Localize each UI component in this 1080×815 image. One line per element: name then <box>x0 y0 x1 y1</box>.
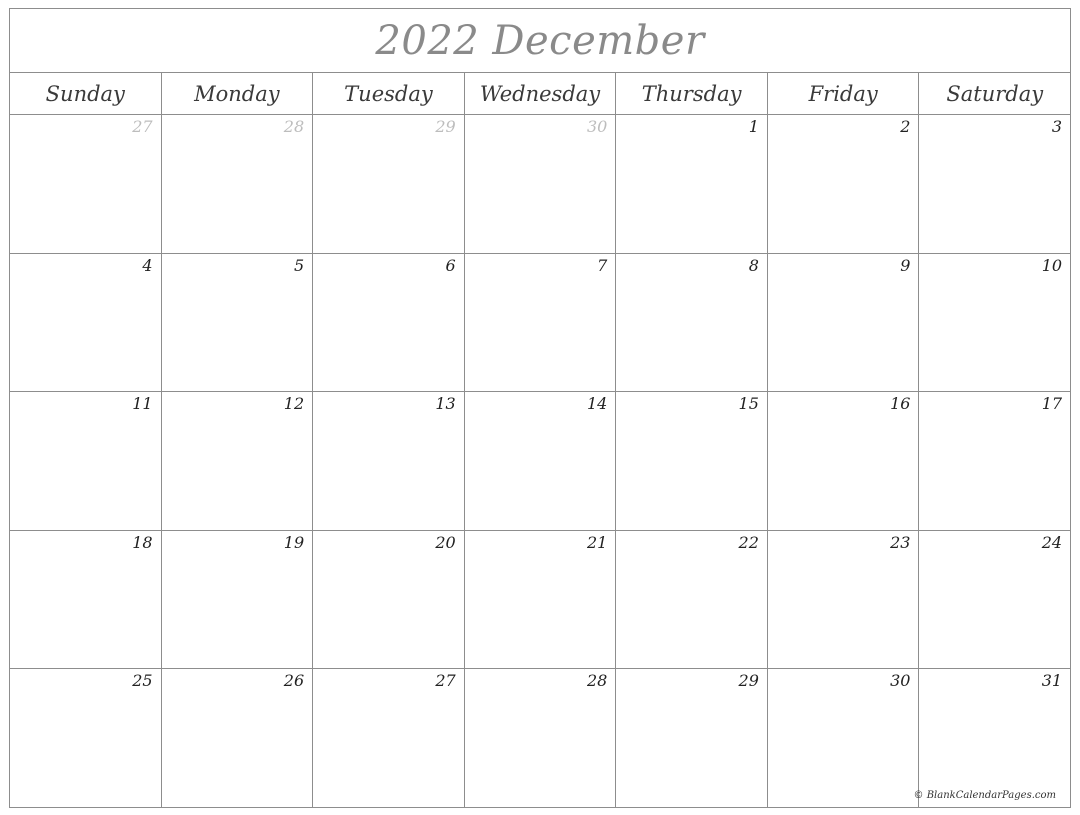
calendar-title-bar <box>10 9 1070 73</box>
weekday-header-friday: Friday <box>768 73 920 114</box>
day-cell[interactable] <box>162 531 314 669</box>
weekday-header-tuesday: Tuesday <box>313 73 465 114</box>
day-number: 10 <box>1041 255 1063 275</box>
weekday-header-row <box>10 73 1070 115</box>
day-number: 12 <box>283 394 305 414</box>
day-cell[interactable] <box>162 254 314 392</box>
day-number: 21 <box>586 532 608 552</box>
day-number: 24 <box>1041 532 1063 552</box>
day-number: 5 <box>293 255 305 275</box>
week-row <box>10 254 1070 393</box>
copyright-credit: © BlankCalendarPages.com <box>913 790 1056 801</box>
day-cell[interactable] <box>768 669 920 807</box>
day-number: 7 <box>597 255 608 275</box>
day-cell[interactable] <box>616 669 768 807</box>
day-cell[interactable] <box>465 115 617 253</box>
week-row <box>10 115 1070 254</box>
day-cell[interactable] <box>768 254 920 392</box>
day-number: 16 <box>890 394 911 414</box>
day-number: 8 <box>748 255 759 275</box>
day-number: 22 <box>738 532 759 552</box>
day-cell[interactable] <box>10 531 162 669</box>
day-cell[interactable] <box>768 531 920 669</box>
day-number: 30 <box>890 671 911 691</box>
week-row <box>10 669 1070 807</box>
day-cell[interactable] <box>313 531 465 669</box>
day-number: 26 <box>283 671 305 691</box>
day-number: 9 <box>900 255 911 275</box>
day-number: 3 <box>1051 117 1063 136</box>
day-cell[interactable] <box>465 531 617 669</box>
day-cell[interactable] <box>10 254 162 392</box>
day-number: 18 <box>132 532 153 552</box>
day-cell[interactable] <box>162 669 314 807</box>
day-cell[interactable] <box>919 531 1070 669</box>
day-cell[interactable] <box>313 392 465 530</box>
day-cell[interactable] <box>919 254 1070 392</box>
day-cell[interactable] <box>919 392 1070 530</box>
week-row <box>10 531 1070 670</box>
weekday-header-saturday: Saturday <box>946 81 1044 106</box>
day-number: 28 <box>283 117 305 136</box>
day-cell[interactable] <box>313 669 465 807</box>
day-number: 27 <box>132 117 153 136</box>
day-cell[interactable] <box>465 254 617 392</box>
day-cell[interactable] <box>313 115 465 253</box>
day-number: 17 <box>1041 394 1063 414</box>
page-title: 2022 December <box>375 17 705 64</box>
day-cell[interactable] <box>616 254 768 392</box>
calendar-grid <box>9 8 1071 808</box>
day-number: 28 <box>586 671 608 691</box>
weekday-header-wednesday: Wednesday <box>465 73 617 114</box>
day-cell[interactable] <box>768 392 920 530</box>
week-row <box>10 392 1070 531</box>
day-number: 11 <box>132 394 153 414</box>
day-cell[interactable] <box>768 115 920 253</box>
day-cell[interactable] <box>919 115 1070 253</box>
weekday-header-sunday: Sunday <box>10 73 162 114</box>
day-cell[interactable] <box>465 392 617 530</box>
day-cell[interactable] <box>10 392 162 530</box>
day-number: 29 <box>435 117 456 136</box>
day-number: 23 <box>890 532 911 552</box>
day-cell[interactable] <box>10 115 162 253</box>
day-cell[interactable] <box>10 669 162 807</box>
day-cell[interactable] <box>919 669 1070 807</box>
day-number: 15 <box>738 394 759 414</box>
day-number: 19 <box>283 532 305 552</box>
day-cell[interactable] <box>162 392 314 530</box>
day-cell[interactable] <box>616 115 768 253</box>
day-number: 13 <box>435 394 456 414</box>
day-cell[interactable] <box>162 115 314 253</box>
day-number: 29 <box>738 671 759 691</box>
day-number: 30 <box>586 117 608 136</box>
day-number: 25 <box>132 671 153 691</box>
weekday-header-thursday: Thursday <box>616 73 768 114</box>
day-number: 2 <box>900 117 911 136</box>
day-number: 6 <box>445 255 456 275</box>
day-cell[interactable] <box>616 392 768 530</box>
day-cell[interactable] <box>313 254 465 392</box>
day-number: 14 <box>586 394 608 414</box>
day-cell[interactable] <box>616 531 768 669</box>
day-number: 27 <box>435 671 456 691</box>
day-number: 4 <box>142 255 153 275</box>
calendar-weeks <box>10 115 1070 807</box>
weekday-header-monday: Monday <box>162 73 314 114</box>
day-number: 1 <box>748 117 759 136</box>
day-number: 20 <box>435 532 456 552</box>
day-cell[interactable] <box>465 669 617 807</box>
day-number: 31 <box>1041 671 1063 691</box>
